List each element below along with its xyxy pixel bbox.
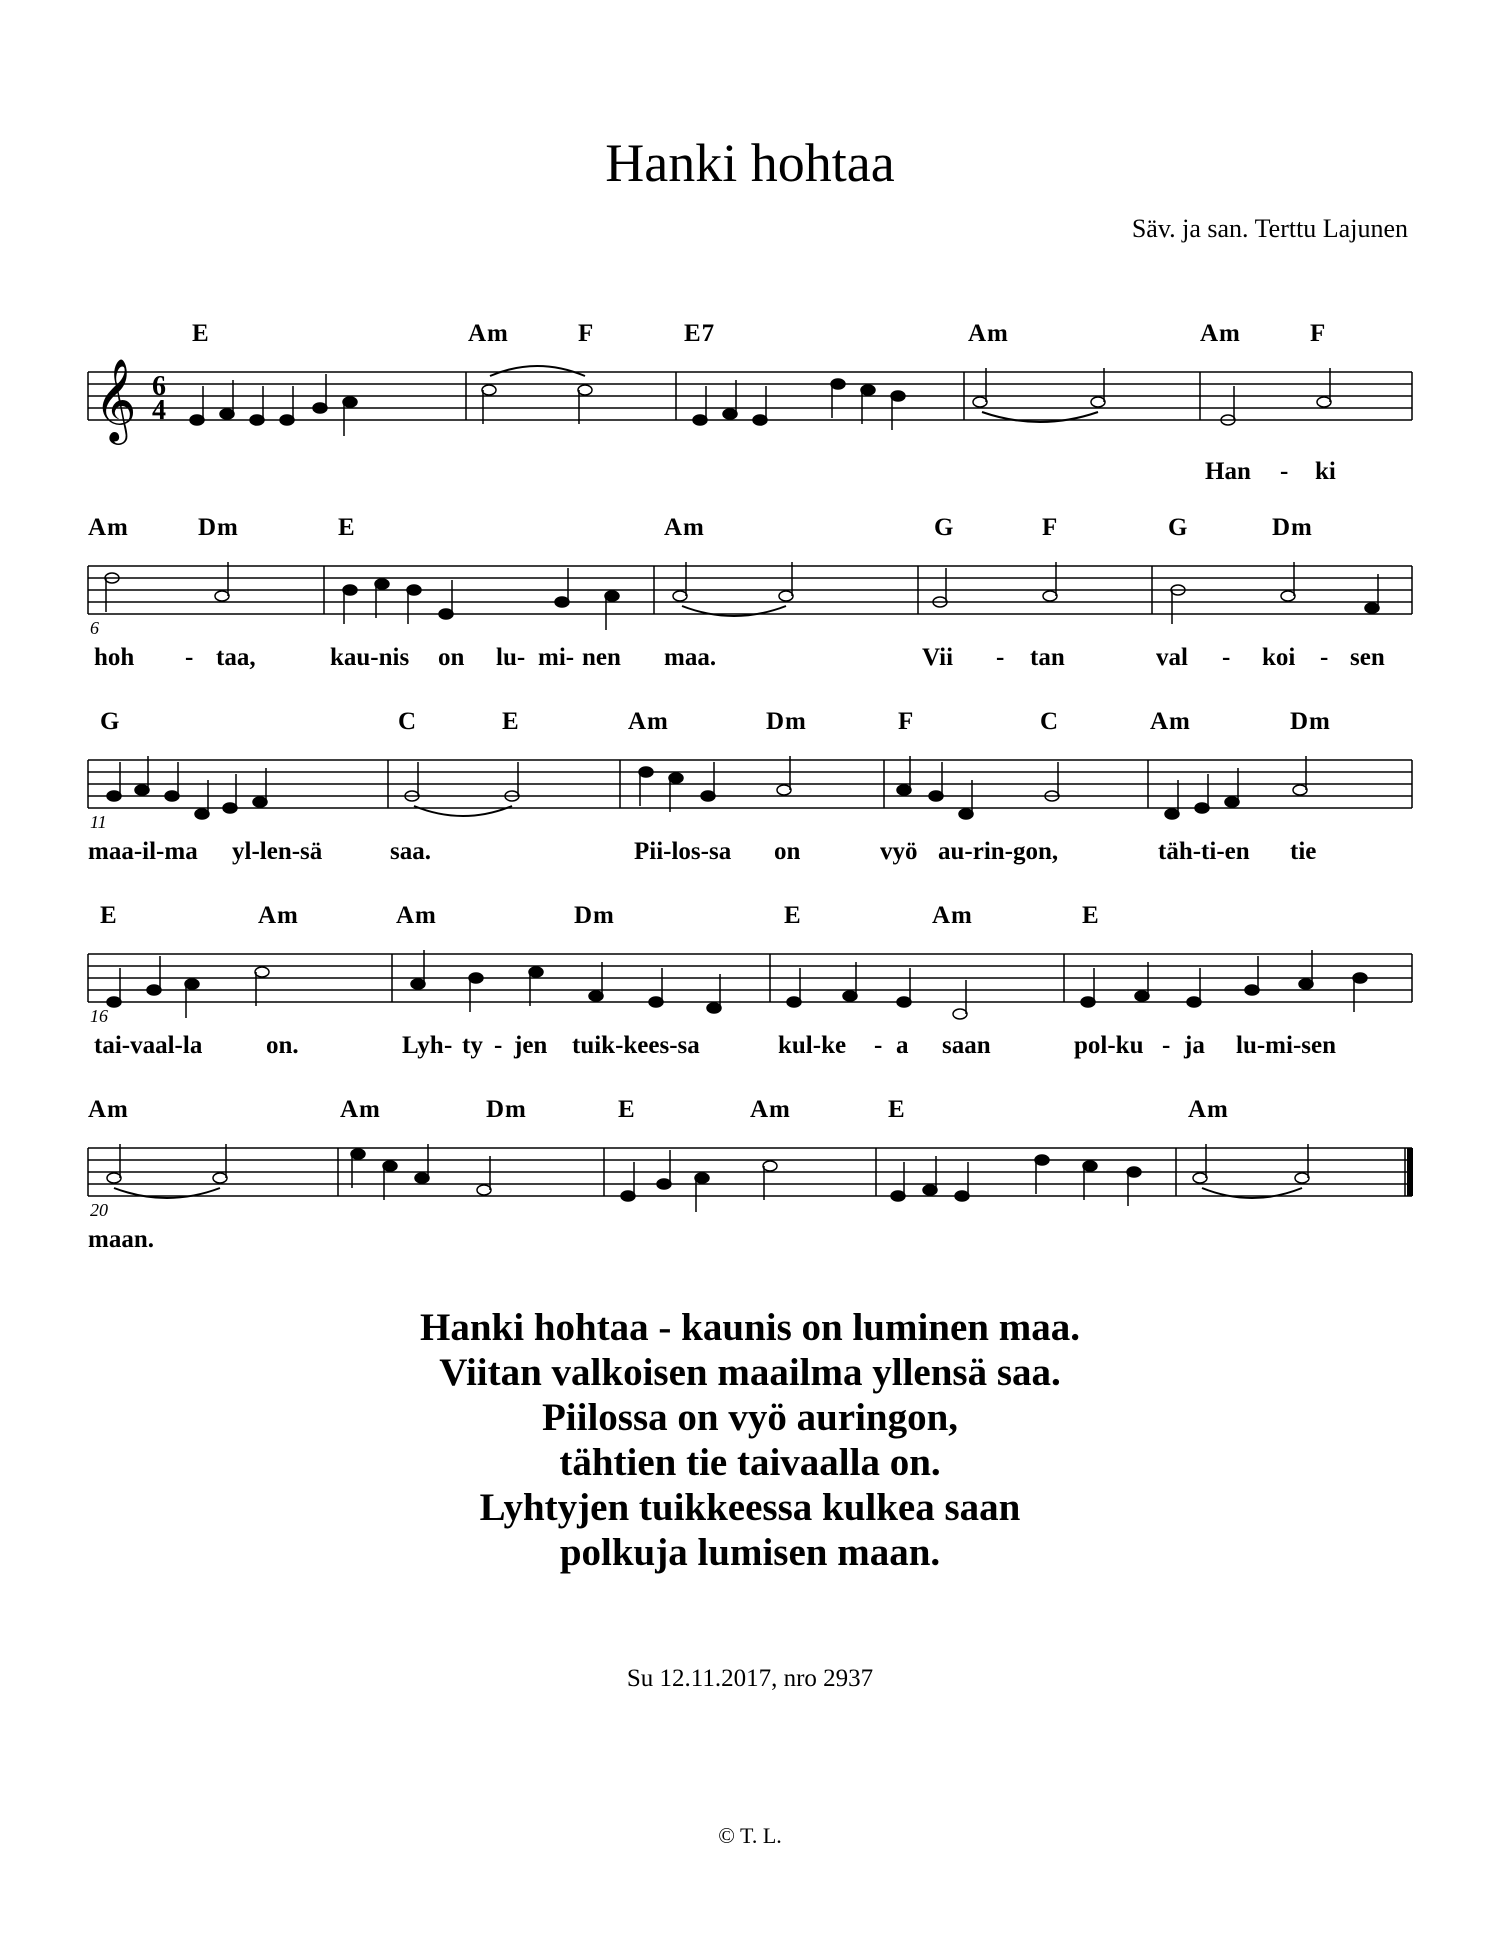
staff-system-2: [0, 494, 1500, 694]
chord: Am: [396, 902, 437, 929]
lyric-syllable: saan: [942, 1032, 991, 1059]
lyric-syllable: vyö: [880, 838, 918, 865]
chord: E7: [684, 320, 716, 347]
lyric-syllable: taa,: [216, 644, 256, 671]
chord: Am: [664, 514, 705, 541]
date-line: Su 12.11.2017, nro 2937: [626, 1665, 874, 1692]
chord: Dm: [1290, 708, 1331, 735]
lyric-syllable: on: [438, 644, 465, 671]
lyric-syllable: -: [1162, 1032, 1171, 1059]
lyric-syllable: maa.: [664, 644, 717, 671]
lyric-syllable: val: [1156, 644, 1188, 671]
lyric-syllable: hoh: [94, 644, 135, 671]
chord: E: [192, 320, 210, 347]
lyric-syllable: on: [774, 838, 801, 865]
lyric-syllable: Pii-los-sa: [634, 838, 732, 865]
lyric-syllable: yl-len-sä: [232, 838, 323, 865]
song-title: Hanki hohtaa: [605, 133, 895, 193]
verse-line: Hanki hohtaa - kaunis on luminen maa.: [420, 1306, 1080, 1349]
chord: Am: [88, 1096, 129, 1123]
lyric-syllable: tuik-kees-sa: [572, 1032, 700, 1059]
lyric-syllable: jen: [514, 1032, 548, 1059]
measure-number: 6: [90, 618, 99, 638]
lyric-syllable: ty: [462, 1032, 483, 1059]
chord: Am: [88, 514, 129, 541]
lyric-syllable: täh-ti-en: [1158, 838, 1250, 865]
staff-system-4: [0, 882, 1500, 1082]
lyric-syllable: -: [494, 1032, 503, 1059]
lyric-syllable: mi-: [538, 644, 575, 671]
lyric-syllable: -: [874, 1032, 883, 1059]
lyric-syllable: kau-nis: [330, 644, 410, 671]
staff: [0, 688, 1500, 888]
chord: Am: [1150, 708, 1191, 735]
verse-line: Viitan valkoisen maailma yllensä saa.: [439, 1351, 1061, 1394]
chord: Dm: [1272, 514, 1313, 541]
lyric-syllable: tie: [1290, 838, 1317, 865]
chord: F: [898, 708, 915, 735]
lyric-syllable: -: [185, 644, 194, 671]
chord: G: [934, 514, 955, 541]
lyric-syllable: tai-vaal-la: [94, 1032, 203, 1059]
time-signature: 6: [152, 371, 166, 402]
chord: G: [1168, 514, 1189, 541]
chord: F: [1310, 320, 1327, 347]
verse-line: polkuja lumisen maan.: [559, 1531, 941, 1574]
staff-system-3: [0, 688, 1500, 888]
chord: F: [578, 320, 595, 347]
verse-line: tähtien tie taivaalla on.: [559, 1441, 941, 1484]
copyright-notice: © T. L.: [718, 1823, 782, 1848]
lyric-syllable: kul-ke: [778, 1032, 847, 1059]
chord: E: [338, 514, 356, 541]
time-signature: 4: [152, 395, 166, 426]
chord: Am: [750, 1096, 791, 1123]
verse-line: Lyhtyjen tuikkeessa kulkea saan: [479, 1486, 1021, 1529]
chord: Dm: [766, 708, 807, 735]
lyric-syllable: Han: [1205, 458, 1251, 485]
chord: E: [1082, 902, 1100, 929]
lyric-syllable: a: [896, 1032, 909, 1059]
chord: Dm: [198, 514, 239, 541]
treble-clef-icon: 𝄞: [94, 357, 137, 441]
lyric-syllable: -: [1222, 644, 1231, 671]
chord: Am: [340, 1096, 381, 1123]
lyric-syllable: nen: [582, 644, 621, 671]
chord: Am: [932, 902, 973, 929]
chord: Am: [968, 320, 1009, 347]
lyric-syllable: -: [996, 644, 1005, 671]
lyric-syllable: lu-mi-sen: [1236, 1032, 1336, 1059]
chord: Dm: [574, 902, 615, 929]
lyric-syllable: ki: [1315, 458, 1336, 485]
staff: [0, 1076, 1500, 1276]
lyric-syllable: Vii: [922, 644, 954, 671]
measure-number: 16: [90, 1006, 108, 1026]
composer-credit: Säv. ja san. Terttu Lajunen: [1131, 214, 1408, 243]
lyric-syllable: maa-il-ma: [88, 838, 198, 865]
lyric-syllable: on.: [266, 1032, 299, 1059]
lyric-syllable: ja: [1184, 1032, 1205, 1059]
measure-number: 11: [90, 812, 107, 832]
chord: Am: [468, 320, 509, 347]
chord: Dm: [486, 1096, 527, 1123]
lyric-syllable: lu-: [496, 644, 526, 671]
final-barline: [1407, 1148, 1413, 1196]
chord: Am: [1200, 320, 1241, 347]
verse-line: Piilossa on vyö auringon,: [541, 1396, 959, 1439]
staff-system-5: [0, 1076, 1500, 1276]
lyric-syllable: maan.: [88, 1226, 154, 1253]
lyric-syllable: saa.: [390, 838, 431, 865]
chord: Am: [258, 902, 299, 929]
chord: G: [100, 708, 121, 735]
staff-system-1: [0, 300, 1500, 500]
chord: C: [1040, 708, 1060, 735]
chord: Am: [628, 708, 669, 735]
lyric-syllable: -: [1280, 458, 1289, 485]
lyric-syllable: pol-ku: [1074, 1032, 1144, 1059]
lyric-syllable: koi: [1262, 644, 1296, 671]
chord: Am: [1188, 1096, 1229, 1123]
chord: E: [618, 1096, 636, 1123]
chord: E: [502, 708, 520, 735]
chord: F: [1042, 514, 1059, 541]
lyric-syllable: Lyh: [402, 1032, 444, 1059]
lyric-syllable: sen: [1350, 644, 1385, 671]
lyric-syllable: au-rin-gon,: [938, 838, 1059, 865]
measure-number: 20: [90, 1200, 108, 1220]
lyrics-verse: [0, 1305, 1500, 1575]
chord: E: [784, 902, 802, 929]
chord: C: [398, 708, 418, 735]
lyric-syllable: -: [1320, 644, 1329, 671]
chord: E: [888, 1096, 906, 1123]
lyric-syllable: tan: [1030, 644, 1065, 671]
lyric-syllable: -: [444, 1032, 453, 1059]
staff: [0, 300, 1500, 500]
chord: E: [100, 902, 118, 929]
